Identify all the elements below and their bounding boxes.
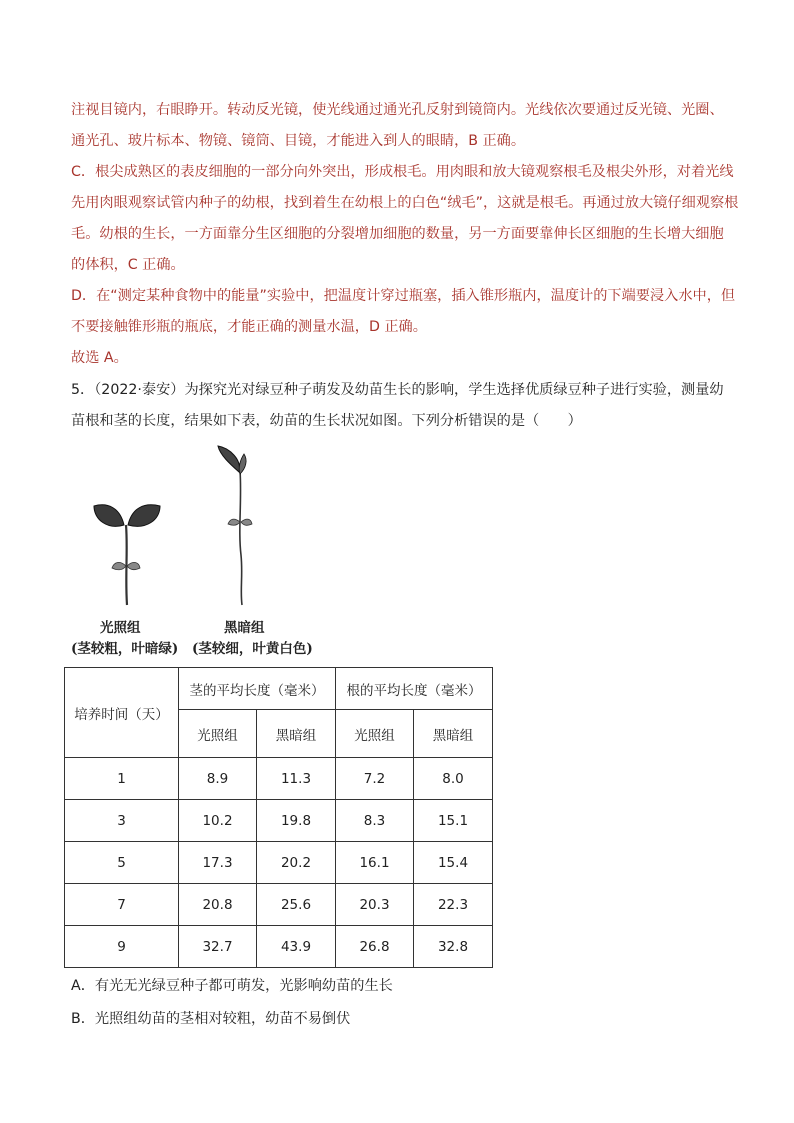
table-cell: 20.8 bbox=[179, 884, 257, 926]
table-cell: 20.2 bbox=[257, 842, 336, 884]
table-cell: 16.1 bbox=[336, 842, 414, 884]
table-cell: 5 bbox=[65, 842, 179, 884]
table-cell: 25.6 bbox=[257, 884, 336, 926]
table-cell: 10.2 bbox=[179, 800, 257, 842]
light-group-note: (茎较粗，叶暗绿) bbox=[71, 641, 179, 657]
table-cell: 32.7 bbox=[179, 926, 257, 968]
explanation-c-line-1: C．根尖成熟区的表皮细胞的一部分向外突出，形成根毛。用肉眼和放大镜观察根毛及根尖外形，对着光线 bbox=[71, 164, 734, 180]
explanation-b-line-2: 通光孔、玻片标本、物镜、镜筒、目镜，才能进入到人的眼睛，B 正确。 bbox=[71, 133, 526, 149]
table-cell: 7 bbox=[65, 884, 179, 926]
table-cell: 11.3 bbox=[257, 758, 336, 800]
question-line-2: 苗根和茎的长度，结果如下表，幼苗的生长状况如图。下列分析错误的是（ ） bbox=[71, 413, 582, 429]
table-cell: 20.3 bbox=[336, 884, 414, 926]
table-row bbox=[65, 800, 493, 842]
table-cell: 7.2 bbox=[336, 758, 414, 800]
stem-dark-header: 黑暗组 bbox=[257, 710, 336, 758]
table-cell: 9 bbox=[65, 926, 179, 968]
explanation-c-line-2: 先用肉眼观察试管内种子的幼根，找到着生在幼根上的白色“绒毛”，这就是根毛。再通过放大镜仔细观察根 bbox=[71, 195, 739, 211]
answer-line: 故选 A。 bbox=[71, 350, 128, 366]
explanation-d-line-2: 不要接触锥形瓶的瓶底，才能正确的测量水温，D 正确。 bbox=[71, 319, 427, 335]
explanation-c-line-3: 毛。幼根的生长，一方面靠分生区细胞的分裂增加细胞的数量，另一方面要靠伸长区细胞的生长增大细胞 bbox=[71, 226, 724, 242]
table-cell: 15.1 bbox=[414, 800, 493, 842]
explanation-b-line-1: 注视目镜内，右眼睁开。转动反光镜，使光线通过通光孔反射到镜筒内。光线依次要通过反光镜、光圈、 bbox=[71, 102, 724, 118]
root-length-header: 根的平均长度（毫米） bbox=[336, 668, 493, 710]
table-cell: 32.8 bbox=[414, 926, 493, 968]
table-cell: 19.8 bbox=[257, 800, 336, 842]
table-cell: 8.0 bbox=[414, 758, 493, 800]
explanation-d-line-1: D．在“测定某种食物中的能量”实验中，把温度计穿过瓶塞，插入锥形瓶内，温度计的下端要浸入水中，但 bbox=[71, 288, 736, 304]
table-row bbox=[65, 758, 493, 800]
dark-group-label: 黑暗组 bbox=[224, 620, 265, 636]
table-cell: 22.3 bbox=[414, 884, 493, 926]
table-cell: 3 bbox=[65, 800, 179, 842]
table-row bbox=[65, 926, 493, 968]
root-light-header: 光照组 bbox=[336, 710, 414, 758]
table-cell: 1 bbox=[65, 758, 179, 800]
table-row bbox=[65, 842, 493, 884]
table-cell: 8.9 bbox=[179, 758, 257, 800]
question-line-1: 5．（2022·泰安）为探究光对绿豆种子萌发及幼苗生长的影响，学生选择优质绿豆种子进行实验，测量幼 bbox=[71, 382, 724, 398]
light-seedling-drawing bbox=[94, 505, 160, 605]
table-cell: 15.4 bbox=[414, 842, 493, 884]
seedling-figure bbox=[70, 440, 350, 615]
option-a: A．有光无光绿豆种子都可萌发，光影响幼苗的生长 bbox=[71, 978, 393, 994]
table-cell: 17.3 bbox=[179, 842, 257, 884]
root-dark-header: 黑暗组 bbox=[414, 710, 493, 758]
row-header-cell: 培养时间（天） bbox=[65, 668, 179, 758]
table-cell: 43.9 bbox=[257, 926, 336, 968]
table-cell: 26.8 bbox=[336, 926, 414, 968]
stem-light-header: 光照组 bbox=[179, 710, 257, 758]
dark-seedling-drawing bbox=[218, 446, 252, 605]
table-row bbox=[65, 884, 493, 926]
stem-length-header: 茎的平均长度（毫米） bbox=[179, 668, 336, 710]
light-group-label: 光照组 bbox=[100, 620, 141, 636]
question-block bbox=[71, 375, 731, 437]
option-b: B．光照组幼苗的茎相对较粗，幼苗不易倒伏 bbox=[71, 1011, 351, 1027]
table-cell: 8.3 bbox=[336, 800, 414, 842]
explanation-c-line-4: 的体积，C 正确。 bbox=[71, 257, 185, 273]
growth-data-table bbox=[64, 667, 493, 968]
explanation-block bbox=[71, 95, 739, 374]
dark-group-note: (茎较细，叶黄白色) bbox=[192, 641, 313, 657]
